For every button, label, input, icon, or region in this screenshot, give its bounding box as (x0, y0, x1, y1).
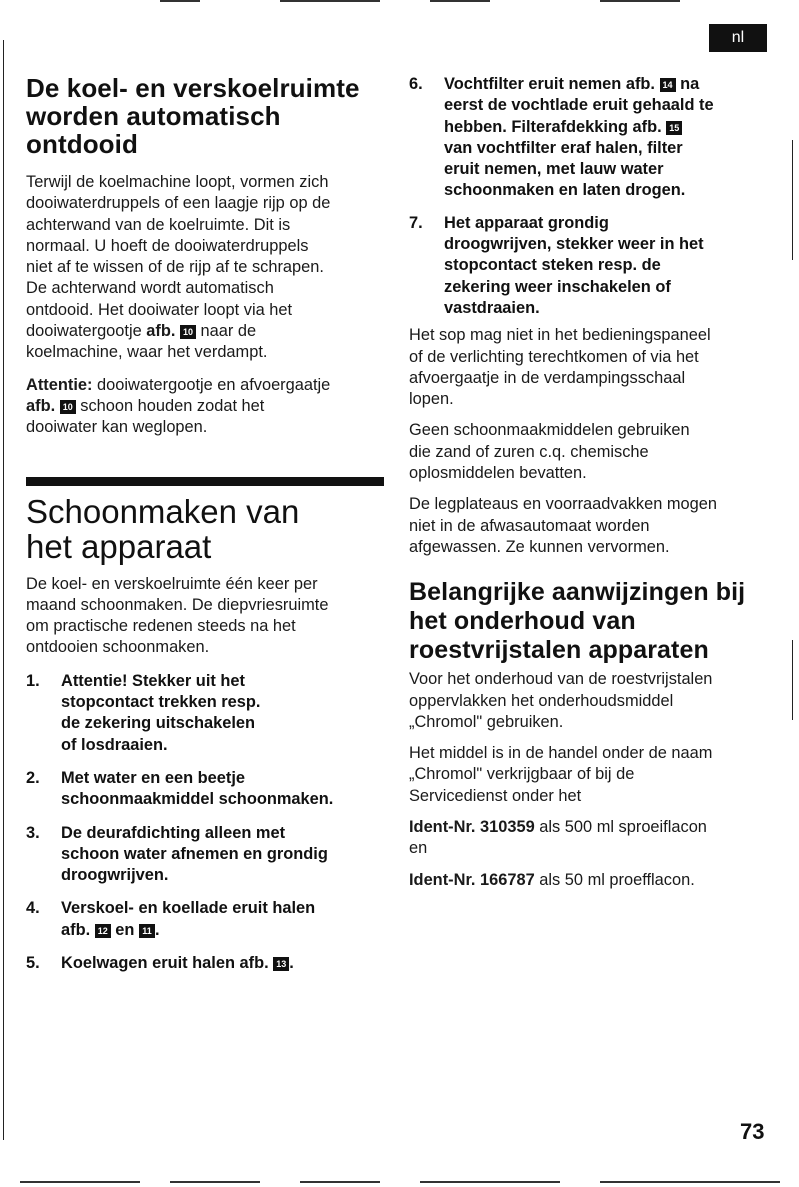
figure-ref-icon: 15 (666, 121, 682, 135)
figure-ref-icon: 12 (95, 924, 111, 938)
paragraph-suds: Het sop mag niet in het bedieningspaneel of de verlichting terechtkomen of via het afvoergaatje in de verdampingsschaal lopen. (409, 326, 711, 409)
section-title-stainless: Belangrijke aanwijzingen bij het onderhoud van roestvrijstalen apparaten (409, 578, 746, 665)
section-divider (26, 477, 384, 486)
right-page-edge (792, 140, 793, 260)
list-item: 5. Koelwagen eruit halen afb. 13 . (26, 954, 294, 973)
paragraph-chromol: Voor het onderhoud van de roestvrijstalen oppervlakken het onderhoudsmiddel „Chromol" gebruiken. (409, 670, 713, 731)
list-item: 6. Vochtfilter eruit nemen afb. 14 na eerst de vochtlade eruit gehaald te hebben. Filterafdekking afb. 15 van vochtfilter eraf halen, filter eruit nemen, met lauw water schoonmaken en laten drogen. (409, 75, 714, 200)
scan-mark (170, 1181, 260, 1183)
paragraph-dishwasher: De legplateaus en voorraadvakken mogen niet in de afwasautomaat worden afgewassen. Ze kunnen vervormen. (409, 495, 717, 556)
list-item: 4. Verskoel- en koellade eruit halen afb. 12 en 11 . (26, 899, 316, 939)
figure-ref-icon: 13 (273, 957, 289, 971)
page-number: 73 (740, 1119, 765, 1144)
scan-mark (280, 0, 380, 2)
defrost-paragraph: Terwijl de koelmachine loopt, vormen zich dooiwaterdruppels of een laagje rijp op de achterwand van de koelruimte. Dit is normaal. U hoeft de dooiwaterdruppels niet af te wissen of de rijp af te schrapen. De achterwand wordt automatisch ontdooid. Het dooiwater loopt via het dooiwatergootje afb. 10 naar de koelmachine, waar het verdampt. (26, 173, 331, 362)
figure-ref-icon: 10 (180, 325, 196, 339)
cleaning-steps-left (26, 671, 386, 975)
paragraph-available: Het middel is in de handel onder de naam „Chromol" verkrijgbaar of bij de Servicedienst onder het (409, 744, 713, 805)
left-page-edge (3, 40, 4, 1140)
ident-number-2: Ident-Nr. 166787 als 50 ml proefflacon. (409, 870, 695, 889)
figure-ref-icon: 14 (660, 78, 676, 92)
cleaning-steps-right (409, 74, 771, 319)
figure-ref-icon: 11 (139, 924, 155, 938)
list-item: 7. Het apparaat grondig droogwrijven, stekker weer in het stopcontact steken resp. de zekering weer inschakelen of vastdraaien. (409, 213, 704, 317)
list-item: 2. Met water en een beetje schoonmaakmiddel schoonmaken. (26, 768, 334, 809)
scan-mark (300, 1181, 380, 1183)
scan-mark (600, 1181, 780, 1183)
list-item: 3. De deurafdichting alleen met schoon water afnemen en grondig droogwrijven. (26, 823, 328, 885)
right-column (409, 74, 771, 891)
scan-mark (420, 1181, 560, 1183)
scan-mark (600, 0, 680, 2)
scan-mark (20, 1181, 140, 1183)
paragraph-no-abrasives: Geen schoonmaakmiddelen gebruiken die zand of zuren c.q. chemische oplosmiddelen bevatten. (409, 421, 690, 483)
section-title-cleaning: Schoonmaken van het apparaat (26, 492, 300, 565)
cleaning-intro: De koel- en verskoelruimte één keer per maand schoonmaken. De diepvriesruimte om practische redenen steeds na het ontdooien schoonmaken. (26, 574, 329, 657)
section-title-defrost: De koel- en verskoelruimte worden automatisch ontdooid (26, 73, 360, 159)
attention-paragraph: Attentie: dooiwatergootje en afvoergaatje afb. 10 schoon houden zodat het dooiwater kan weglopen. (26, 375, 331, 437)
ident-number-1: Ident-Nr. 310359 als 500 ml sproeiflacon en (409, 818, 707, 858)
list-item: 1. Attentie! Stekker uit het stopcontact trekken resp. de zekering uitschakelen of losdraaien. (26, 671, 261, 754)
left-column (26, 74, 386, 974)
right-page-edge (792, 640, 793, 720)
scan-mark (160, 0, 200, 2)
figure-ref-icon: 10 (60, 400, 76, 414)
language-badge: nl (709, 24, 767, 52)
scan-mark (430, 0, 490, 2)
